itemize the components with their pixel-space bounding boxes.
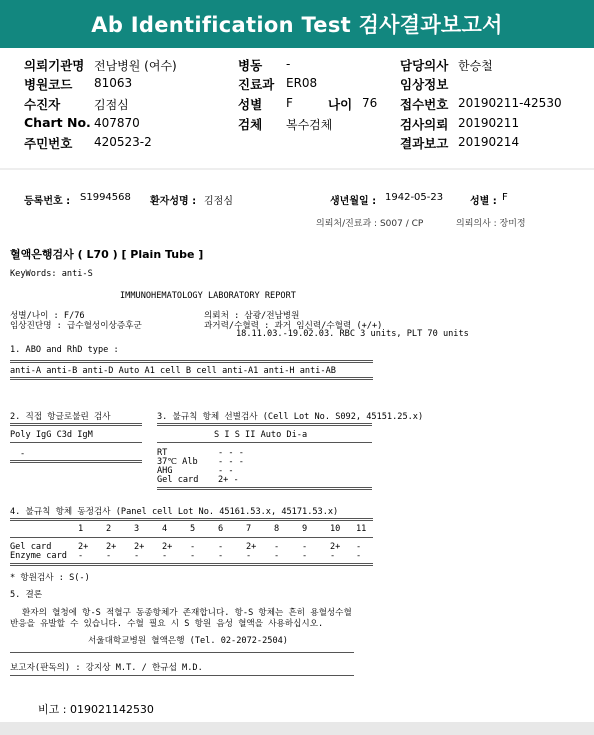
rule bbox=[10, 652, 354, 653]
rule bbox=[157, 423, 372, 426]
gel-card-result: 2+ bbox=[330, 542, 341, 552]
dob-label: 생년월일 : bbox=[330, 196, 377, 207]
enzyme-card-result: - bbox=[302, 551, 308, 561]
lab-title: IMMUNOHEMATOLOGY LABORATORY REPORT bbox=[120, 291, 296, 301]
gel-card-result: - bbox=[190, 542, 196, 552]
gel-card-label: Gel card bbox=[10, 542, 52, 552]
hospital-line: 서울대학교병원 혈액은행 (Tel. 02-2072-2504) bbox=[88, 636, 288, 646]
id-value: 420523-2 bbox=[94, 135, 152, 149]
keywords: KeyWords: anti-S bbox=[10, 269, 93, 279]
id-label: 주민번호 bbox=[24, 136, 73, 151]
dept-line: 의뢰처/진료과 : S007 / CP bbox=[316, 219, 424, 229]
dept-label: 진료과 bbox=[238, 77, 275, 92]
panel-cell-number: 9 bbox=[302, 524, 308, 534]
s3-title: 3. 불규칙 항체 선별검사 (Cell Lot No. S092, 45151.25.x) bbox=[157, 412, 424, 422]
s3-row-values: - - bbox=[218, 466, 234, 476]
s3-row-label: RT bbox=[157, 448, 168, 458]
name-value: 김점심 bbox=[204, 196, 233, 207]
referrer: 의뢰처 : 삼광/전남병원 bbox=[204, 311, 300, 321]
s1-title: 1. ABO and RhD type : bbox=[10, 345, 119, 355]
chart-value: 407870 bbox=[94, 116, 140, 130]
code-value: 81063 bbox=[94, 76, 133, 90]
age-label: 나이 bbox=[328, 97, 353, 112]
dob-value: 1942-05-23 bbox=[385, 192, 444, 203]
conclusion-line-2: 반응을 유발할 수 있습니다. 수혈 필요 시 S 항원 음성 혈액을 사용하십시오. bbox=[10, 619, 324, 629]
s3-row-label: 37℃ Alb bbox=[157, 457, 198, 467]
conclusion-line-1: 환자의 혈청에 항-S 적혈구 동종항체가 존재합니다. 항-S 항체는 흔히 용혈성수혈 bbox=[22, 608, 352, 618]
panel-cell-number: 7 bbox=[246, 524, 252, 534]
rule bbox=[157, 487, 372, 490]
report-label: 결과보고 bbox=[400, 136, 449, 151]
gel-card-result: - bbox=[302, 542, 308, 552]
sex-age: 성별/나이 : F/76 bbox=[10, 311, 85, 321]
s1-columns: anti-A anti-B anti-D Auto A1 cell B cell anti-A1 anti-H anti-AB bbox=[10, 366, 336, 376]
enzyme-card-result: - bbox=[274, 551, 280, 561]
enzyme-card-label: Enzyme card bbox=[10, 551, 67, 561]
gel-card-result: 2+ bbox=[246, 542, 257, 552]
dept-value: ER08 bbox=[286, 76, 318, 90]
section-title: 혈액은행검사 ( L70 ) [ Plain Tube ] bbox=[10, 248, 204, 261]
recipient-value: 김점심 bbox=[94, 98, 129, 112]
gel-card-result: - bbox=[218, 542, 224, 552]
reg-label: 등록번호 : bbox=[24, 196, 71, 207]
code-label: 병원코드 bbox=[24, 77, 73, 92]
institution-label: 의뢰기관명 bbox=[24, 58, 85, 73]
institution-value: 전남병원 (여수) bbox=[94, 59, 177, 73]
panel-cell-number: 3 bbox=[134, 524, 140, 534]
ward-label: 병동 bbox=[238, 58, 263, 73]
sex-label: 성별 bbox=[238, 97, 263, 112]
s3-row-values: - - - bbox=[218, 448, 244, 458]
s2-value: - bbox=[20, 449, 26, 459]
panel-cell-number: 10 bbox=[330, 524, 341, 534]
gel-card-result: - bbox=[274, 542, 280, 552]
panel-cell-number: 5 bbox=[190, 524, 196, 534]
clinical-label: 임상정보 bbox=[400, 77, 449, 92]
rule bbox=[10, 675, 354, 676]
report-value: 20190214 bbox=[458, 135, 520, 149]
recipient-label: 수진자 bbox=[24, 97, 61, 112]
panel-cell-number: 11 bbox=[356, 524, 367, 534]
panel-cell-number: 6 bbox=[218, 524, 224, 534]
doctor-value: 한승철 bbox=[458, 59, 493, 73]
specimen-value: 복수검체 bbox=[286, 118, 333, 132]
s2-columns: Poly IgG C3d IgM bbox=[10, 430, 93, 440]
antigen-test: * 항원검사 : S(-) bbox=[10, 573, 90, 583]
receipt-value: 20190211-42530 bbox=[458, 96, 562, 110]
rule bbox=[10, 377, 373, 380]
panel-cell-number: 4 bbox=[162, 524, 168, 534]
request-label: 검사의뢰 bbox=[400, 117, 449, 132]
reg-value: S1994568 bbox=[80, 192, 131, 203]
s3-row-label: AHG bbox=[157, 466, 173, 476]
enzyme-card-result: - bbox=[162, 551, 168, 561]
s3-row-values: 2+ - bbox=[218, 475, 239, 485]
doctor-label: 담당의사 bbox=[400, 58, 449, 73]
enzyme-card-result: - bbox=[134, 551, 140, 561]
psex-value: F bbox=[502, 192, 508, 203]
sex-value: F bbox=[286, 96, 293, 110]
s4-title: 4. 불규칙 항체 동정검사 (Panel cell Lot No. 45161.53.x, 45171.53.x) bbox=[10, 507, 339, 517]
name-label: 환자성명 : bbox=[150, 196, 197, 207]
enzyme-card-result: - bbox=[246, 551, 252, 561]
enzyme-card-result: - bbox=[78, 551, 84, 561]
enzyme-card-result: - bbox=[190, 551, 196, 561]
reporter-line: 보고자(판독의) : 강지상 M.T. / 한규섭 M.D. bbox=[10, 663, 203, 673]
ward-value: - bbox=[286, 57, 291, 71]
gel-card-result: 2+ bbox=[134, 542, 145, 552]
specimen-label: 검체 bbox=[238, 117, 263, 132]
rule bbox=[157, 442, 372, 443]
gel-card-result: 2+ bbox=[78, 542, 89, 552]
enzyme-card-result: - bbox=[218, 551, 224, 561]
gel-card-result: 2+ bbox=[106, 542, 117, 552]
rule bbox=[10, 563, 373, 566]
age-value: 76 bbox=[362, 96, 378, 110]
diagnosis: 임상진단명 : 급수혈성이상증후군 bbox=[10, 321, 142, 331]
psex-label: 성별 : bbox=[470, 196, 497, 207]
s3-row-values: - - - bbox=[218, 457, 244, 467]
panel-cell-number: 2 bbox=[106, 524, 112, 534]
rule bbox=[10, 518, 373, 521]
enzyme-card-result: - bbox=[106, 551, 112, 561]
panel-cell-number: 8 bbox=[274, 524, 280, 534]
rule bbox=[10, 360, 373, 363]
bottom-strip bbox=[0, 722, 594, 735]
rule bbox=[10, 537, 373, 538]
gel-card-result: - bbox=[356, 542, 362, 552]
gel-card-result: 2+ bbox=[162, 542, 173, 552]
rule bbox=[10, 442, 142, 443]
remark: 비고 : 019021142530 bbox=[38, 703, 154, 716]
enzyme-card-result: - bbox=[356, 551, 362, 561]
rule bbox=[10, 460, 142, 463]
doctor-line: 의뢰의사 : 장미정 bbox=[456, 219, 526, 229]
s2-title: 2. 직접 항글로불린 검사 bbox=[10, 412, 111, 422]
history-2: 18.11.03.-19.02.03. RBC 3 units, PLT 70 units bbox=[236, 329, 469, 339]
s3-row-label: Gel card bbox=[157, 475, 199, 485]
enzyme-card-result: - bbox=[330, 551, 336, 561]
report-title: Ab Identification Test 검사결과보고서 bbox=[0, 0, 594, 48]
history: 과거력/수혈력 : 과거 임신력/수혈력 (+/+) bbox=[204, 321, 383, 331]
s3-columns: S I S II Auto Di-a bbox=[214, 430, 308, 440]
s5-title: 5. 결론 bbox=[10, 590, 43, 600]
header-info bbox=[0, 50, 594, 156]
request-value: 20190211 bbox=[458, 116, 520, 130]
receipt-label: 접수번호 bbox=[400, 97, 449, 112]
panel-cell-number: 1 bbox=[78, 524, 84, 534]
rule bbox=[10, 423, 142, 426]
chart-label: Chart No. bbox=[24, 115, 91, 130]
scanned-report bbox=[0, 170, 594, 722]
